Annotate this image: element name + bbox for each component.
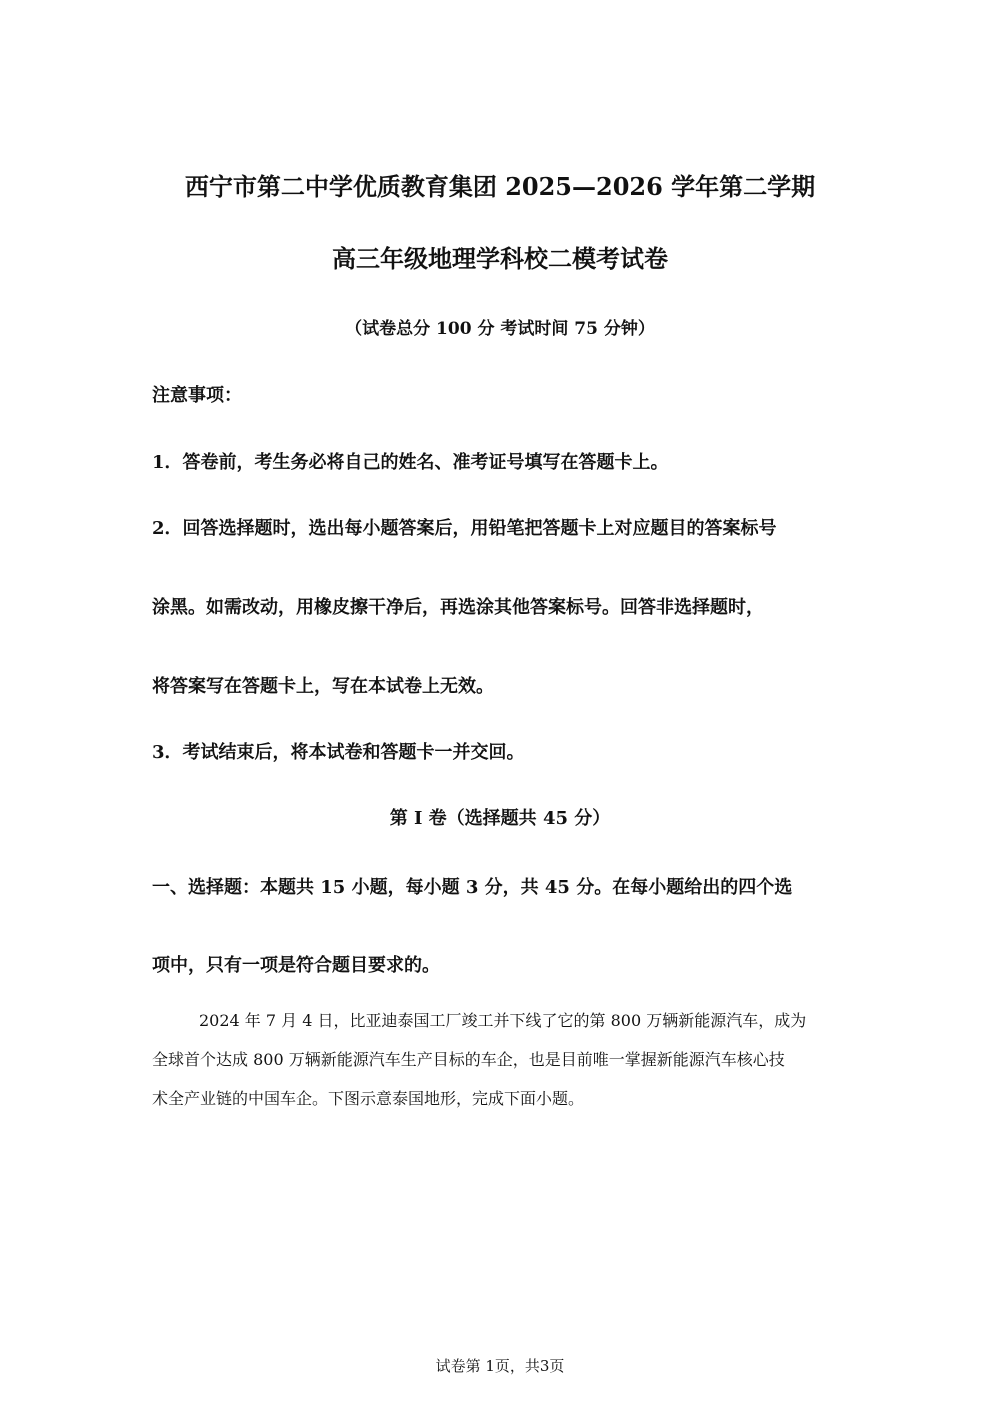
notice-item-3: 3．考试结束后，将本试卷和答题卡一并交回。 [152, 742, 525, 763]
section-instruction-line-1: 一、选择题：本题共 15 小题，每小题 3 分，共 45 分。在每小题给出的四个选 [152, 877, 793, 898]
part-title: 第 I 卷（选择题共 45 分） [389, 808, 611, 829]
page-footer: 试卷第 1页，共3页 [435, 1357, 565, 1375]
passage-line-1: 2024 年 7 月 4 日，比亚迪泰国工厂竣工并下线了它的第 800 万辆新能源汽车，成为 [199, 1011, 807, 1030]
passage-line-2: 全球首个达成 800 万辆新能源汽车生产目标的车企，也是目前唯一掌握新能源汽车核心技 [152, 1050, 785, 1069]
notice-item-2-line-3: 将答案写在答题卡上，写在本试卷上无效。 [152, 676, 494, 697]
exam-subtitle: （试卷总分 100 分 考试时间 75 分钟） [345, 319, 655, 339]
notice-item-1: 1．答卷前，考生务必将自己的姓名、准考证号填写在答题卡上。 [152, 452, 669, 473]
passage-line-3: 术全产业链的中国车企。下图示意泰国地形，完成下面小题。 [152, 1089, 585, 1108]
exam-title-line-2: 高三年级地理学科校二模考试卷 [332, 244, 668, 273]
exam-title-line-1: 西宁市第二中学优质教育集团 2025—2026 学年第二学期 [184, 172, 816, 201]
section-instruction-line-2: 项中，只有一项是符合题目要求的。 [152, 955, 440, 976]
notice-item-2-line-2: 涂黑。如需改动，用橡皮擦干净后，再选涂其他答案标号。回答非选择题时， [152, 597, 764, 618]
notice-item-2-line-1: 2．回答选择题时，选出每小题答案后，用铅笔把答题卡上对应题目的答案标号 [152, 518, 777, 539]
notice-heading: 注意事项： [152, 385, 242, 406]
